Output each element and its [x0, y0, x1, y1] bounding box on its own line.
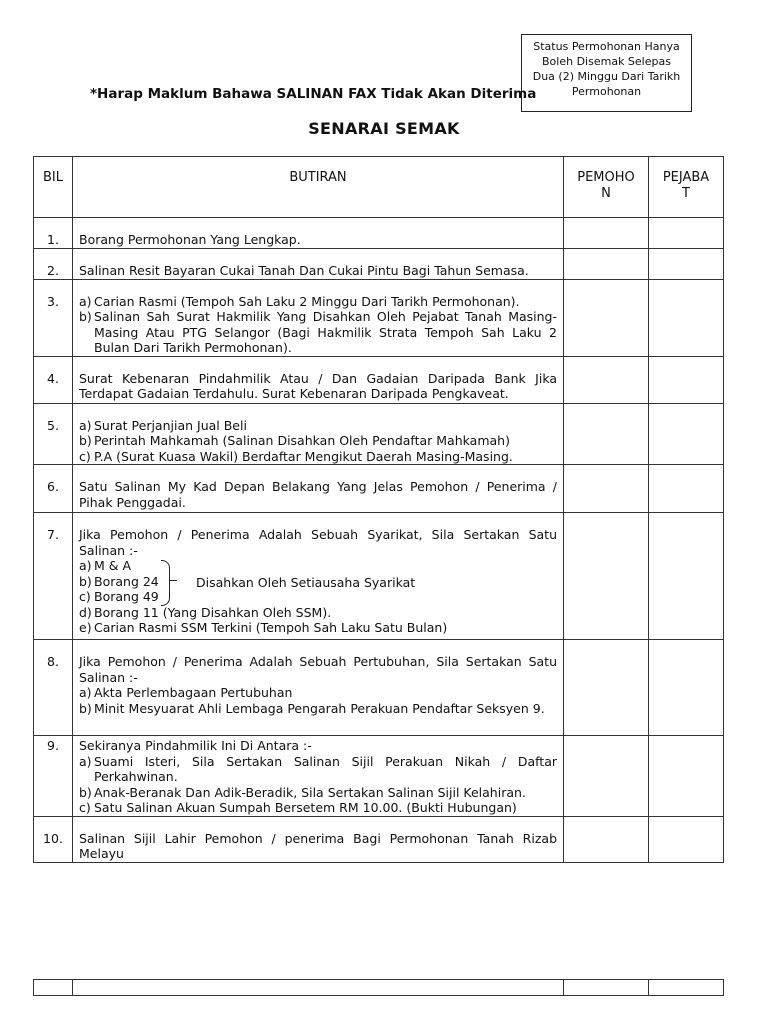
footer-cell: [34, 980, 73, 996]
header-butiran: BUTIRAN: [73, 157, 564, 218]
table-row: [34, 640, 724, 736]
row-description: Satu Salinan My Kad Depan Belakang Yang Jelas Pemohon / Penerima / Pihak Penggadai.: [73, 465, 564, 513]
status-line: Boleh Disemak Selepas: [542, 55, 671, 68]
brace-group: a) M & A b) Borang 24 c) Borang 49 Disahkan Oleh Setiausaha Syarikat: [79, 558, 416, 604]
pejabat-check-cell[interactable]: [649, 736, 724, 817]
pemohon-check-cell[interactable]: [564, 248, 649, 279]
header-bil: BIL: [34, 157, 73, 218]
table-row: [34, 248, 724, 279]
pejabat-check-cell[interactable]: [649, 513, 724, 640]
status-line: Permohonan: [571, 85, 642, 98]
status-line: Dua (2) Minggu Dari Tarikh: [532, 70, 681, 83]
table-row: [34, 218, 724, 249]
pemohon-check-cell[interactable]: [564, 279, 649, 356]
header-pejabat: PEJABA T: [649, 157, 724, 218]
page-title: SENARAI SEMAK: [308, 119, 460, 138]
pemohon-check-cell[interactable]: [564, 513, 649, 640]
row-number: 3.: [34, 279, 73, 356]
status-line: Status Permohonan Hanya: [533, 40, 680, 53]
fax-notice: *Harap Maklum Bahawa SALINAN FAX Tidak Akan Diterima: [90, 86, 537, 102]
pemohon-check-cell[interactable]: [564, 403, 649, 465]
table-row: [34, 816, 724, 862]
row-description: Salinan Resit Bayaran Cukai Tanah Dan Cukai Pintu Bagi Tahun Semasa.: [73, 248, 564, 279]
pejabat-check-cell[interactable]: [649, 403, 724, 465]
row-description: Surat Kebenaran Pindahmilik Atau / Dan Gadaian Daripada Bank Jika Terdapat Gadaian Terdahulu. Surat Kebenaran Daripada Pengkaveat.: [73, 356, 564, 403]
footer-row: [34, 980, 724, 996]
footer-table-strip: [33, 979, 724, 996]
pemohon-check-cell[interactable]: [564, 465, 649, 513]
table-row: [34, 465, 724, 513]
status-notice-box: [521, 34, 692, 112]
row-description: Sekiranya Pindahmilik Ini Di Antara :- a) Suami Isteri, Sila Sertakan Salinan Sijil Perakuan Nikah / Daftar Perkahwinan. b) Anak-Beranak Dan Adik-Beradik, Sila Sertakan Salinan Sijil Kelahiran. c) Satu Salinan Akuan Sumpah Bersetem RM 10.00. (Bukti Hubungan): [73, 736, 564, 817]
footer-cell: [73, 980, 564, 996]
checklist-table: [33, 156, 724, 863]
row-number: 4.: [34, 356, 73, 403]
pejabat-check-cell[interactable]: [649, 816, 724, 862]
pejabat-check-cell[interactable]: [649, 218, 724, 249]
header-row: [34, 157, 724, 218]
row-number: 9.: [34, 736, 73, 817]
table-row: [34, 513, 724, 640]
footer-cell: [564, 980, 649, 996]
row-number: 8.: [34, 640, 73, 736]
table-row: [34, 736, 724, 817]
row-description: a) Surat Perjanjian Jual Beli b) Perintah Mahkamah (Salinan Disahkan Oleh Pendaftar Mahkamah) c) P.A (Surat Kuasa Wakil) Berdaftar Mengikut Daerah Masing-Masing.: [73, 403, 564, 465]
brace-note: Disahkan Oleh Setiausaha Syarikat: [196, 575, 416, 590]
row-number: 1.: [34, 218, 73, 249]
row-number: 7.: [34, 513, 73, 640]
row-description: Salinan Sijil Lahir Pemohon / penerima Bagi Permohonan Tanah Rizab Melayu: [73, 816, 564, 862]
pemohon-check-cell[interactable]: [564, 356, 649, 403]
row-description: a) Carian Rasmi (Tempoh Sah Laku 2 Minggu Dari Tarikh Permohonan). b) Salinan Sah Surat Hakmilik Yang Disahkan Oleh Pejabat Tanah Masing-Masing Atau PTG Selangor (Bagi Hakmilik Strata Tempoh Sah Laku 2 Bulan Dari Tarikh Permohonan).: [73, 279, 564, 356]
header-pemohon: PEMOHO N: [564, 157, 649, 218]
footer-cell: [649, 980, 724, 996]
table-row: [34, 279, 724, 356]
brace-tip-icon: [169, 580, 177, 581]
row-description: Jika Pemohon / Penerima Adalah Sebuah Syarikat, Sila Sertakan Satu Salinan :- a) M & A b) Borang 24 c) Borang 49 Disahkan Oleh Setiausaha Syarikat d) Borang 11 (Yang Disahkan Oleh SSM). e) Carian Rasmi SSM Terkini (Tempoh Sah Laku Satu Bulan): [73, 513, 564, 640]
pejabat-check-cell[interactable]: [649, 248, 724, 279]
pemohon-check-cell[interactable]: [564, 218, 649, 249]
pemohon-check-cell[interactable]: [564, 640, 649, 736]
row-number: 2.: [34, 248, 73, 279]
pemohon-check-cell[interactable]: [564, 816, 649, 862]
table-row: [34, 403, 724, 465]
pejabat-check-cell[interactable]: [649, 465, 724, 513]
row-description: Borang Permohonan Yang Lengkap.: [73, 218, 564, 249]
pejabat-check-cell[interactable]: [649, 640, 724, 736]
pejabat-check-cell[interactable]: [649, 279, 724, 356]
table-row: [34, 356, 724, 403]
pemohon-check-cell[interactable]: [564, 736, 649, 817]
pejabat-check-cell[interactable]: [649, 356, 724, 403]
row-number: 5.: [34, 403, 73, 465]
row-number: 6.: [34, 465, 73, 513]
row-number: 10.: [34, 816, 73, 862]
brace-icon: [161, 560, 170, 606]
row-description: Jika Pemohon / Penerima Adalah Sebuah Pertubuhan, Sila Sertakan Satu Salinan :- a) Akta Perlembagaan Pertubuhan b) Minit Mesyuarat Ahli Lembaga Pengarah Perakuan Pendaftar Seksyen 9.: [73, 640, 564, 736]
